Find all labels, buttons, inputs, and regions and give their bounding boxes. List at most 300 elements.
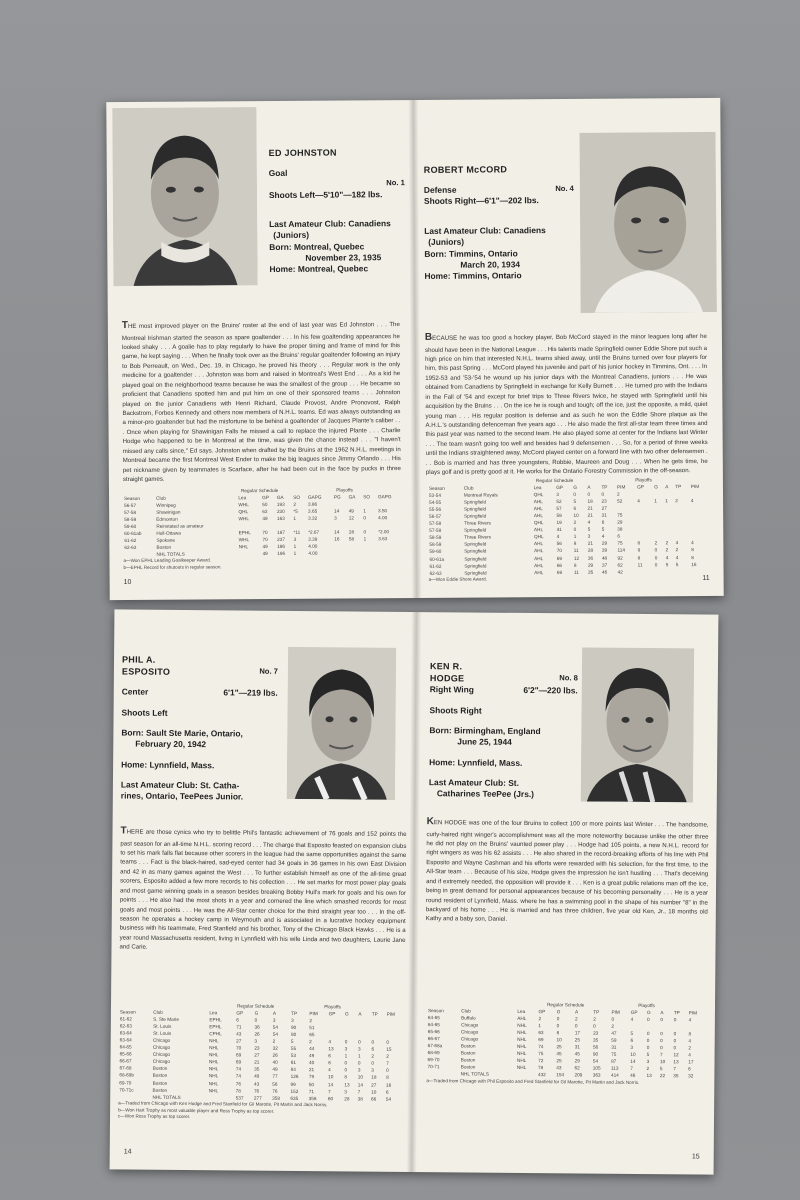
stats-cell: 0 xyxy=(371,1039,375,1045)
stats-cell: 3 xyxy=(344,1046,348,1052)
stats-cell: 3 xyxy=(293,537,297,543)
stats-cell: 8 xyxy=(573,562,577,568)
header-cell: GAPG xyxy=(377,494,392,500)
stats-cell: AHL xyxy=(534,548,544,554)
stats-cell: 3 xyxy=(357,1067,361,1073)
stats-cell: 70 xyxy=(262,537,268,543)
stats-cell: 2 xyxy=(371,1053,375,1059)
stats-cell: 59 xyxy=(611,1037,617,1044)
stats-cell: 0 xyxy=(646,1045,650,1051)
stats-cell: 32 xyxy=(688,1073,694,1079)
stats-table-johnston xyxy=(123,486,404,572)
stats-cell: 10 xyxy=(659,1059,666,1065)
stats-cell: Boston xyxy=(152,1066,168,1072)
stats-cell: 56 xyxy=(556,541,562,547)
footnote: a—Traded from Chicago with Ken Hodge and Fred Stanfield for Gil Marotte, Pit Martin and Jack Norris. xyxy=(118,1100,328,1107)
stats-cell: AHL xyxy=(534,555,544,561)
stats-cell xyxy=(654,568,665,575)
player-bio xyxy=(122,316,401,484)
stats-cell: 57-58 xyxy=(429,521,442,527)
stats-cell: 0 xyxy=(611,1016,615,1022)
stats-cell: 0 xyxy=(673,1031,677,1037)
stats-cell: NHL TOTALS xyxy=(460,1071,489,1078)
stats-cell: 21 xyxy=(254,1059,260,1066)
stats-cell: 61-62 xyxy=(124,538,137,544)
header-cell: A xyxy=(660,1010,664,1016)
stats-cell: AHL xyxy=(534,541,544,547)
stats-cell: 5 xyxy=(587,527,591,533)
stats-cell: 537 xyxy=(235,1095,244,1101)
stats-cell: 4 xyxy=(328,1067,331,1073)
stats-cell: 66 xyxy=(371,1096,377,1102)
stats-cell: 48 xyxy=(601,555,608,561)
header-cell: TP xyxy=(593,1009,600,1015)
stats-cell: 67-68 xyxy=(119,1065,132,1071)
stats-cell: 2 xyxy=(293,501,296,507)
stats-cell: 0 xyxy=(654,554,658,560)
stats-cell: AHL xyxy=(534,562,544,568)
header-cell: A xyxy=(358,1011,362,1017)
birthplace: Born: Montreal, Quebec xyxy=(269,241,365,252)
amateur-club-cont: (Juniors) xyxy=(428,236,465,248)
stats-cell: 74 xyxy=(235,1073,242,1079)
stats-cell: Boston xyxy=(460,1057,476,1063)
stats-cell: 36 xyxy=(254,1024,260,1030)
stats-cell: 26 xyxy=(254,1031,260,1037)
stats-cell: 17 xyxy=(574,1030,581,1036)
stats-cell: 7 xyxy=(660,1052,663,1058)
header-cell: A xyxy=(587,484,591,490)
stats-cell: Boston xyxy=(152,1080,168,1086)
stats-cell: 52 xyxy=(556,499,562,505)
bio-text: HERE are those cynics who try to belittle Phil's fantastic achievement of 76 goals and 152 points the past season for an all-time N.H.L. scoring record . . . The charge that Esposito feasted on expansion clubs to set his mark falls flat because other scorers in the league had the same opportunities against the same teams . . . Fact is the black-haired, sad-eyed center had 34 goals in 36 games in his own East Division and 42 in as many games against the West . . . To further establish himself as one of the all-time great scorers, Esposito added a few more records to his collection . . . He set marks for most power play goals and most game winning goals in a season besides breaking Bobby Hull's mark for goals and his own for points . . . He also had the most shots in a year and cornered the line which smashed records for most goals and most points . . . He was the All-Star center choice for the third straight year too . . . In the off-season he operates a hockey camp in Weymouth and is associated in a lucrative hockey equipment business with his teammate, Fred Stanfield and his brother, Tony of the Chicago Black Hawks . . . He is a year round Massachusetts resident, living in Lynnfield with his wife Linda and two daughters, Laurie Jane and Carie. xyxy=(119,828,407,951)
stats-cell: 2 xyxy=(675,498,678,504)
stats-cell: 0 xyxy=(660,1045,663,1051)
stats-cell: 5 xyxy=(659,1066,663,1072)
stats-cell xyxy=(653,519,664,526)
stats-cell: 0 xyxy=(573,491,577,497)
stats-cell: 90 xyxy=(291,1025,297,1031)
stats-cell: Chicago xyxy=(152,1045,171,1051)
stats-cell: 4 xyxy=(665,554,669,560)
stats-cell xyxy=(664,490,674,497)
stats-cell: 358 xyxy=(272,1095,281,1101)
stats-cell: 209 xyxy=(574,1072,583,1078)
stats-cell: 4 xyxy=(637,498,640,504)
portrait-illustration xyxy=(287,647,396,800)
birthdate: February 20, 1942 xyxy=(135,738,207,750)
stats-cell: 154 xyxy=(556,1072,565,1078)
stats-cell: 84 xyxy=(290,1067,296,1073)
stats-cell: NHL xyxy=(208,1059,219,1065)
stats-cell: 40 xyxy=(272,1060,278,1066)
stats-cell: 3 xyxy=(371,1068,374,1074)
stats-cell: 75 xyxy=(617,540,623,547)
stats-cell: 47 xyxy=(611,1030,617,1036)
stats-cell: 10 xyxy=(556,1037,562,1043)
stats-cell: 65 xyxy=(309,1032,315,1038)
header-cell: PG xyxy=(333,494,341,500)
stats-cell: 0 xyxy=(660,1038,663,1044)
stats-body xyxy=(426,1014,707,1080)
stats-cell: 76 xyxy=(253,1088,260,1094)
stats-cell: 57 xyxy=(556,506,562,512)
stats-cell: Chicago xyxy=(152,1037,171,1044)
stats-cell: 45 xyxy=(556,1051,562,1057)
stats-cell: 2 xyxy=(688,1045,691,1051)
stats-cell: 64-65 xyxy=(119,1044,132,1050)
header-cell: G xyxy=(646,1010,651,1016)
stats-cell: *2.00 xyxy=(378,529,390,535)
stats-cell: 11 xyxy=(573,548,579,554)
stats-cell: 52 xyxy=(617,498,623,504)
stats-cell: 277 xyxy=(253,1095,262,1101)
stats-cell: 6 xyxy=(617,533,620,539)
header-cell: GP xyxy=(328,1011,336,1017)
stats-cell: 49 xyxy=(262,544,268,550)
stats-cell: Boston xyxy=(152,1073,168,1079)
header-cell: GP xyxy=(556,485,564,491)
stats-cell: 21 xyxy=(587,512,593,519)
stats-cell: Three Rivers xyxy=(464,520,491,526)
stats-cell: 50 xyxy=(308,1081,315,1087)
stats-cell: NHL xyxy=(516,1058,527,1064)
stats-cell: 0 xyxy=(593,1023,596,1029)
stats-cell: 13 xyxy=(328,1046,334,1052)
stats-cell: 21 xyxy=(308,1067,315,1073)
stats-cell: 69-70 xyxy=(119,1079,132,1086)
header-cell: A xyxy=(575,1009,579,1015)
stats-cell: 76 xyxy=(235,1080,242,1087)
stats-cell xyxy=(653,511,664,518)
stats-body xyxy=(118,1016,405,1103)
stats-cell: 196 xyxy=(277,551,286,557)
stats-cell: 0 xyxy=(646,1038,650,1044)
stats-cell: 5 xyxy=(601,527,605,533)
stats-cell: 8 xyxy=(688,1031,692,1037)
page-number: 11 xyxy=(702,574,710,582)
portrait-illustration xyxy=(112,107,257,286)
stats-cell: 69 xyxy=(235,1052,242,1058)
stats-cell: 27 xyxy=(254,1052,260,1058)
stats-cell: 71 xyxy=(236,1024,242,1030)
stats-cell: 0 xyxy=(587,491,591,497)
stats-cell: 74 xyxy=(235,1066,242,1072)
stats-cell: 3.86 xyxy=(307,501,318,507)
stats-cell: AHL xyxy=(533,499,543,505)
player-position: Defense xyxy=(423,184,457,196)
stats-cell: 19 xyxy=(556,520,562,526)
stats-cell: 49 xyxy=(348,508,354,514)
stats-cell: 87 xyxy=(611,1059,617,1065)
stats-cell: 38 xyxy=(357,1096,363,1102)
stats-cell: 74 xyxy=(538,1044,544,1050)
stats-cell: 12 xyxy=(348,515,354,521)
stats-cell: 0 xyxy=(654,561,658,567)
stats-cell: 60-61a xyxy=(429,556,445,562)
header-cell: TP xyxy=(371,1011,378,1017)
stats-cell: 1 xyxy=(665,498,668,504)
stats-cell: AHL xyxy=(517,1016,527,1022)
stats-cell: 67-68a xyxy=(427,1043,443,1049)
stats-cell: 54-55 xyxy=(429,499,442,506)
stats-cell: 27 xyxy=(236,1038,242,1044)
player-name: ED JOHNSTON xyxy=(268,147,337,159)
stats-cell: NHL TOTALS xyxy=(152,1094,181,1100)
stats-cell: 8 xyxy=(637,554,641,560)
stats-cell: NHL xyxy=(517,1030,527,1036)
stats-cell: St. Louis xyxy=(153,1030,172,1037)
stats-cell: 0 xyxy=(673,1045,677,1051)
stats-cell: CPHL xyxy=(209,1031,222,1037)
stats-cell: Chicago xyxy=(152,1059,171,1065)
stats-cell: 0 xyxy=(673,1038,677,1044)
stats-cell: 70 xyxy=(556,548,562,554)
stats-cell: 56 xyxy=(592,1044,599,1050)
stats-cell: 78 xyxy=(538,1065,544,1071)
stats-cell: 4 xyxy=(688,1052,691,1058)
stats-cell: 64-65 xyxy=(427,1022,440,1028)
stats-cell: *11 xyxy=(293,530,301,536)
stats-cell: 3 xyxy=(587,534,591,540)
stats-cell: 55-56 xyxy=(429,507,442,513)
stats-cell: 23 xyxy=(601,498,607,504)
stats-cell: 0 xyxy=(358,1039,361,1045)
stats-cell: 237 xyxy=(277,537,285,543)
page-number: 14 xyxy=(123,1148,132,1156)
player-info-esposito xyxy=(121,653,278,803)
bio-text: ECAUSE he was too good a hockey player, Bob McCord stayed in the minor leagues long after he should have been in the National League . . . His talents made Springfield owner Eddie Shore put such a high price on him that interested N.H.L. teams shied away, until the Bruins turned over four players for him, this past Spring . . . McCord played his juvenile and part of his junior hockey in Timmins, Ont. . . . In 1952-53 and '53-'54 he wound up his junior days with the Montreal Canadiens, juniors . . . He was obtained from Canadiens by Springfield in exchange for Kelly Burnett . . . He turned pro with the Indians in the Fall of '54 and except for brief trips to Three Rivers twice, he stayed with Springfield until his acquisition by the Bruins . . . On the ice he is rough and tough; off the ice, just the opposite, a mild, quiet young man . . . His regular position is defense and as such he won the Eddie Shore plaque as the A.H.L.'s outstanding defenceman five years ago . . . He also made the first all-star team three times and this past year was named to the second team. He also played some at center for the Indians last Winter . . . The team wasn't going too well and besides had 9 defensemen . . . So, for a period of three weeks until the Indians straightened away, McCord played center on a forward line with two other defensemen . . . Bob is married and has three youngsters, Robbie, Maureen and Doug . . . When he gets time, he plays golf and is pretty good at it. He works for the Ontario Forestry Commission in the off-season. xyxy=(424,332,708,477)
stats-cell: Chicago xyxy=(461,1029,479,1035)
player-info-hodge xyxy=(429,660,578,801)
stats-cell: 2 xyxy=(675,547,679,553)
stats-cell: 22 xyxy=(659,1073,666,1079)
stats-cell: NHL xyxy=(208,1066,219,1072)
stats-cell: 58-59 xyxy=(429,542,442,548)
footnote: a—Won Eddie Shore Award. xyxy=(428,576,487,582)
stats-cell: Springfield xyxy=(464,548,487,555)
stats-cell: 72 xyxy=(538,1058,544,1064)
stats-cell: 0 xyxy=(646,1031,650,1037)
stats-cell: 0 xyxy=(556,1016,560,1022)
stats-cell: 29 xyxy=(587,562,594,568)
stats-cell: 53-54 xyxy=(429,492,442,498)
stats-cell: 414 xyxy=(610,1073,619,1079)
stats-cell: WHL xyxy=(238,516,249,522)
stats-cell: 57-58 xyxy=(124,510,137,516)
stats-cell: QHL xyxy=(533,520,544,526)
stats-cell: 61 xyxy=(290,1060,296,1066)
stats-cell: Three Rivers xyxy=(464,534,492,541)
stats-cell: 5 xyxy=(665,561,669,567)
stats-cell: 56 xyxy=(272,1081,278,1087)
stats-cell: 90 xyxy=(592,1051,599,1057)
stats-cell: 32 xyxy=(272,1046,278,1052)
stats-cell: 230 xyxy=(276,509,285,515)
stats-cell: 6 xyxy=(573,506,577,512)
stats-cell: 41 xyxy=(556,527,562,533)
drop-cap: B xyxy=(424,331,433,343)
stats-cell: 23 xyxy=(593,1030,599,1036)
stats-cell: 35 xyxy=(593,1037,599,1043)
stats-cell: 0 xyxy=(371,1061,374,1067)
stats-cell: 196 xyxy=(277,544,286,550)
stats-cell: 49 xyxy=(254,1074,260,1080)
stats-cell: 70-71 xyxy=(427,1064,440,1070)
stats-cell: 10 xyxy=(630,1052,636,1058)
stats-cell: 6 xyxy=(688,1066,691,1072)
stats-cell: 3 xyxy=(358,1046,361,1052)
header-cell: GP xyxy=(262,495,269,501)
stats-cell: Chicago xyxy=(461,1022,479,1028)
amateur-club: Last Amateur Club: Canadiens xyxy=(424,224,546,236)
stats-cell: *2.67 xyxy=(308,529,320,536)
stats-cell: 68-69 xyxy=(427,1050,440,1056)
stats-cell: 55 xyxy=(290,1046,297,1052)
stats-cell: 70 xyxy=(262,530,268,536)
header-cell: GP xyxy=(630,1009,638,1016)
stats-cell: 3.39 xyxy=(308,537,318,543)
stats-cell: 16 xyxy=(385,1082,392,1088)
stats-cell xyxy=(664,504,674,511)
stats-cell: 8 xyxy=(691,554,694,560)
stats-cell: 37 xyxy=(601,562,608,568)
stats-cell xyxy=(664,511,674,518)
regular-schedule-label: Regular Schedule xyxy=(535,477,574,484)
header-cell: PIM xyxy=(386,1011,395,1017)
stats-cell: 4 xyxy=(630,1016,634,1023)
stats-cell: 61-62 xyxy=(429,563,442,569)
stats-cell: AHL xyxy=(533,506,543,512)
stats-cell: 2 xyxy=(665,547,669,553)
stats-cell: 76 xyxy=(272,1088,278,1094)
player-photo-johnston xyxy=(112,107,257,286)
stats-cell: 46 xyxy=(602,569,608,575)
header-cell: SO xyxy=(293,494,301,500)
stats-cell: Boston xyxy=(460,1043,476,1049)
stats-cell: 2 xyxy=(386,1054,389,1060)
stats-cell: 1 xyxy=(344,1053,348,1059)
stats-cell: 62-63 xyxy=(124,545,137,551)
stats-cell: 23 xyxy=(254,1045,260,1051)
stats-cell: Boston xyxy=(156,545,172,551)
shoots-size: Shoots Right—6'1"—202 lbs. xyxy=(423,195,539,207)
stats-body xyxy=(123,500,403,558)
stats-cell: 54 xyxy=(272,1031,278,1038)
stats-cell: NHL xyxy=(516,1065,527,1071)
header-cell: G xyxy=(556,1009,561,1015)
stats-cell: NHL xyxy=(209,1038,219,1044)
stats-cell: 69 xyxy=(556,555,562,561)
stats-cell xyxy=(665,533,675,540)
stats-cell: 3 xyxy=(291,1018,294,1024)
stats-cell: 152 xyxy=(290,1088,299,1094)
stats-cell: Springfield xyxy=(464,563,487,569)
stats-cell: AHL xyxy=(534,569,544,575)
stats-cell: 66-67 xyxy=(119,1058,132,1064)
player-bio xyxy=(426,814,709,926)
header-cell: PIM xyxy=(688,1010,698,1016)
header-cell: Lea xyxy=(517,1008,526,1015)
stats-cell: 14 xyxy=(334,529,340,535)
stats-cell: 0 xyxy=(386,1068,389,1074)
player-name: PHIL A. xyxy=(121,654,156,665)
stats-cell: Chicago xyxy=(152,1052,171,1058)
stats-cell: Boston xyxy=(460,1064,476,1070)
regular-schedule-label: Regular Schedule xyxy=(236,1003,275,1009)
stats-cell: 126 xyxy=(290,1074,299,1080)
hometown: Home: Lynnfield, Mass. xyxy=(121,759,215,770)
stats-cell: 78 xyxy=(235,1088,241,1094)
header-cell: G xyxy=(573,484,578,490)
stats-cell: 18 xyxy=(371,1075,377,1081)
stats-cell: NHL xyxy=(517,1037,527,1043)
stats-cell: 58-59 xyxy=(429,535,442,541)
stats-cell: 113 xyxy=(611,1066,619,1072)
header-cell: TP xyxy=(601,484,608,490)
hometown: Home: Lynnfield, Mass. xyxy=(429,756,523,768)
stats-cell: 5 xyxy=(630,1031,634,1037)
stats-cell: 635 xyxy=(290,1095,299,1101)
stats-cell: 63 xyxy=(538,1030,544,1036)
stats-cell: 1 xyxy=(538,1023,542,1029)
stats-cell: 2 xyxy=(665,540,669,546)
hometown: Home: Timmins, Ontario xyxy=(424,270,522,282)
stats-cell: 11 xyxy=(573,569,579,575)
stats-cell: 43 xyxy=(236,1031,242,1037)
stats-cell: S. Ste Marie xyxy=(153,1016,179,1023)
stats-cell: WHL xyxy=(238,537,250,543)
header-cell: Lea xyxy=(533,485,542,491)
stats-cell: 356 xyxy=(308,1095,317,1101)
stats-cell: 3.32 xyxy=(308,515,318,521)
birthplace: Born: Sault Ste Marie, Ontario, xyxy=(121,727,243,739)
regular-schedule-label: Regular Schedule xyxy=(240,487,279,494)
stats-cell: 29 xyxy=(574,1058,580,1064)
stats-cell: 69 xyxy=(235,1059,242,1065)
stats-cell: 1 xyxy=(293,551,297,557)
stats-cell xyxy=(664,526,674,533)
stats-cell: Montreal Royals xyxy=(463,492,498,498)
header-cell: G xyxy=(654,484,658,490)
stats-cell: 6 xyxy=(236,1017,239,1023)
shoots-size: Shoots Left—5'10"—182 lbs. xyxy=(268,188,383,200)
bio-text: EN HODGE was one of the four Bruins to collect 100 or more points last Winter . . . The handsome, curly-haired right winger's accomplishment was all the more noteworthy because unlike the other three he did not play on the Bruins' vaunted power play . . . Hodge had 105 points, a new N.H.L. record for right wingers as was his 62 assists . . . He also shared in the record-breaking efforts of his line with Phil Esposito and Wayne Cashman and his efforts were rewarded with his selection, for the first time, to the All-Star team . . . Because of his size, Hodge gives the impression he isn't hustling . . . That's deceiving and if extremely needed, the opposition will provide it . . . Ken is a great public relations man off the ice, being in great demand for personal appearances because of his becoming personality . . . He is a year round resident of Lynnfield, Mass. where he has a swimming pool in the shape of his number "8" in the backyard of his home . . . He is married and has three children, five year old Ken, Jr., 18 months old Kathy and a baby son, Daniel. xyxy=(425,819,709,924)
stats-cell: 4 xyxy=(587,520,591,526)
header-cell: G xyxy=(344,1011,349,1017)
amateur-club: Last Amateur Club: St. Catha- xyxy=(120,779,240,791)
stats-cell: 16 xyxy=(691,561,697,567)
player-photo-esposito xyxy=(287,647,396,800)
stats-cell: 21 xyxy=(587,541,594,547)
player-bio xyxy=(425,328,708,478)
stats-cell: 75 xyxy=(538,1051,544,1057)
portrait-illustration xyxy=(581,647,694,802)
birthplace: Born: Birmingham, England xyxy=(429,725,541,737)
stats-cell: 13 xyxy=(344,1081,350,1087)
stats-cell: 42 xyxy=(617,569,623,575)
player-photo-mccord xyxy=(579,132,716,313)
stats-cell: 5 xyxy=(573,499,577,505)
stats-cell: Chicago xyxy=(460,1036,479,1042)
player-position: Center xyxy=(121,686,149,697)
stats-cell: Springfield xyxy=(463,499,487,505)
stats-cell: 0 xyxy=(573,527,577,533)
stats-cell: 13 xyxy=(646,1073,652,1079)
stats-cell: 14 xyxy=(334,508,340,514)
stats-cell: 9 xyxy=(637,547,641,553)
stats-cell: 7 xyxy=(357,1089,361,1095)
